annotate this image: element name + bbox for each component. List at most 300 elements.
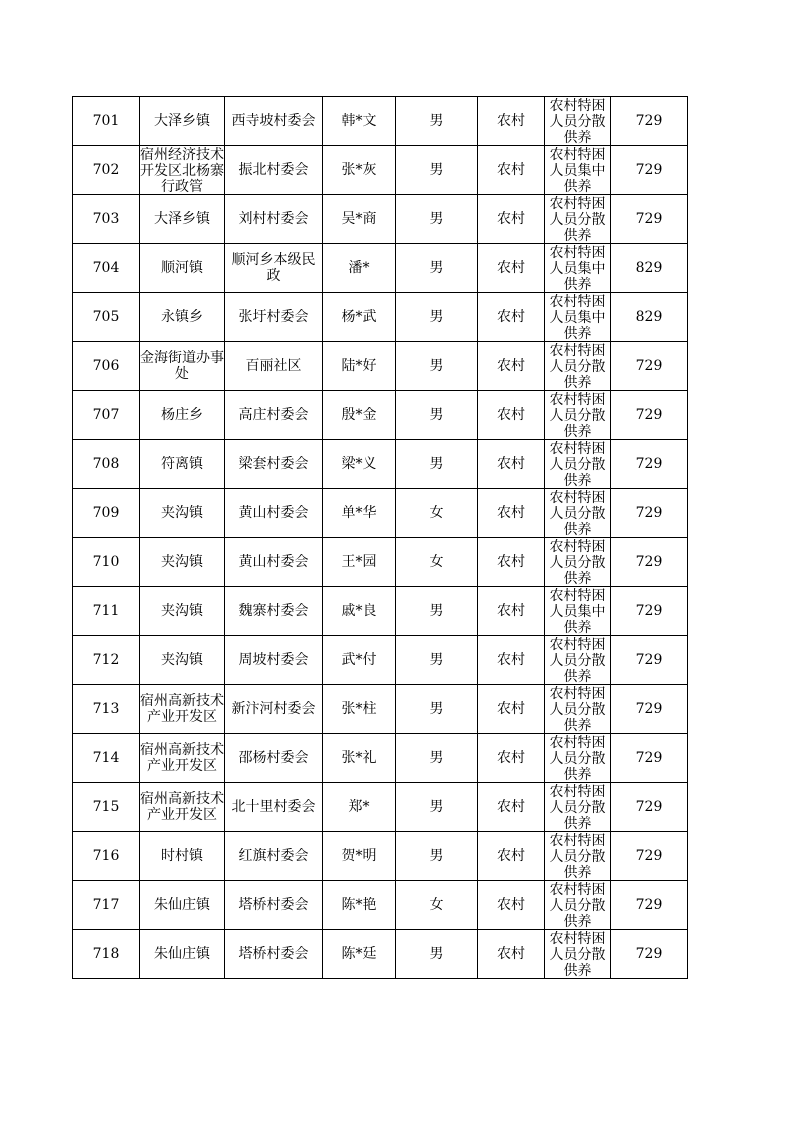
cell-township-text: 符离镇	[161, 456, 203, 472]
cell-serial-number-text: 707	[92, 407, 120, 423]
cell-gender-text: 男	[429, 211, 444, 227]
cell-household-area	[478, 244, 545, 293]
cell-township-text: 大泽乡镇	[154, 113, 210, 129]
cell-household-area-text: 农村	[497, 554, 525, 570]
cell-serial-number	[73, 636, 140, 685]
cell-assistance-type-text: 农村特困人员分散供养	[549, 196, 606, 242]
cell-gender-text: 男	[429, 652, 444, 668]
cell-serial-number	[73, 440, 140, 489]
cell-assistance-type	[545, 636, 611, 685]
table-row	[73, 881, 688, 930]
cell-village-committee-text: 高庄村委会	[238, 407, 309, 423]
cell-village-committee	[225, 97, 323, 146]
cell-amount	[611, 734, 688, 783]
cell-village-committee	[225, 293, 323, 342]
cell-village-committee	[225, 146, 323, 195]
cell-village-committee-text: 北十里村委会	[231, 799, 316, 815]
cell-gender-text: 男	[429, 309, 444, 325]
cell-household-area-text: 农村	[497, 162, 525, 178]
cell-township	[140, 146, 225, 195]
cell-gender	[396, 97, 478, 146]
cell-person-name-text: 陆*好	[341, 358, 377, 374]
cell-household-area	[478, 342, 545, 391]
cell-assistance-type	[545, 538, 611, 587]
cell-serial-number-text: 703	[92, 211, 120, 227]
cell-gender-text: 女	[429, 554, 444, 570]
cell-serial-number	[73, 881, 140, 930]
cell-serial-number-text: 701	[92, 113, 120, 129]
cell-assistance-type	[545, 195, 611, 244]
cell-gender	[396, 930, 478, 979]
cell-person-name-text: 王*园	[341, 554, 377, 570]
cell-person-name	[323, 783, 396, 832]
cell-serial-number	[73, 783, 140, 832]
cell-township	[140, 97, 225, 146]
cell-person-name-text: 张*灰	[341, 162, 377, 178]
cell-gender-text: 男	[429, 113, 444, 129]
cell-township-text: 杨庄乡	[161, 407, 203, 423]
cell-person-name	[323, 832, 396, 881]
cell-village-committee-text: 红旗村委会	[238, 848, 309, 864]
cell-serial-number-text: 702	[92, 162, 120, 178]
cell-assistance-type-text: 农村特困人员分散供养	[549, 882, 606, 928]
table-row	[73, 440, 688, 489]
cell-village-committee	[225, 244, 323, 293]
cell-village-committee-text: 新汴河村委会	[231, 701, 316, 717]
cell-serial-number	[73, 587, 140, 636]
cell-person-name-text: 郑*	[348, 799, 370, 815]
cell-township-text: 朱仙庄镇	[154, 897, 210, 913]
cell-amount	[611, 881, 688, 930]
cell-person-name-text: 陈*廷	[341, 946, 377, 962]
cell-household-area	[478, 930, 545, 979]
cell-amount	[611, 636, 688, 685]
cell-gender-text: 男	[429, 407, 444, 423]
cell-village-committee	[225, 734, 323, 783]
cell-household-area	[478, 636, 545, 685]
cell-assistance-type-text: 农村特困人员分散供养	[549, 931, 606, 977]
table-row	[73, 489, 688, 538]
cell-gender-text: 男	[429, 701, 444, 717]
cell-village-committee	[225, 930, 323, 979]
cell-gender	[396, 244, 478, 293]
cell-serial-number	[73, 97, 140, 146]
cell-assistance-type-text: 农村特困人员分散供养	[549, 98, 606, 144]
cell-person-name-text: 戚*良	[341, 603, 377, 619]
cell-serial-number	[73, 538, 140, 587]
cell-serial-number-text: 718	[92, 946, 120, 962]
cell-township	[140, 391, 225, 440]
cell-village-committee	[225, 538, 323, 587]
cell-assistance-type-text: 农村特困人员分散供养	[549, 441, 606, 487]
cell-household-area-text: 农村	[497, 113, 525, 129]
cell-person-name-text: 陈*艳	[341, 897, 377, 913]
cell-township-text: 夹沟镇	[161, 554, 203, 570]
table-row	[73, 244, 688, 293]
cell-person-name	[323, 930, 396, 979]
cell-gender	[396, 440, 478, 489]
cell-amount-text: 729	[635, 162, 663, 178]
cell-person-name	[323, 881, 396, 930]
table-row	[73, 734, 688, 783]
cell-person-name	[323, 146, 396, 195]
cell-amount-text: 729	[635, 211, 663, 227]
cell-serial-number	[73, 930, 140, 979]
cell-township	[140, 930, 225, 979]
cell-household-area	[478, 832, 545, 881]
cell-assistance-type	[545, 440, 611, 489]
cell-gender	[396, 489, 478, 538]
cell-assistance-type	[545, 97, 611, 146]
cell-serial-number-text: 708	[92, 456, 120, 472]
cell-serial-number	[73, 391, 140, 440]
cell-amount-text: 829	[635, 309, 663, 325]
cell-village-committee-text: 梁套村委会	[238, 456, 309, 472]
cell-amount	[611, 440, 688, 489]
cell-gender	[396, 342, 478, 391]
cell-village-committee	[225, 342, 323, 391]
cell-person-name-text: 殷*金	[341, 407, 377, 423]
cell-amount-text: 729	[635, 407, 663, 423]
cell-person-name-text: 武*付	[341, 652, 377, 668]
cell-amount	[611, 538, 688, 587]
cell-gender-text: 女	[429, 505, 444, 521]
cell-gender-text: 男	[429, 456, 444, 472]
table-row	[73, 783, 688, 832]
cell-township	[140, 734, 225, 783]
cell-gender	[396, 391, 478, 440]
cell-village-committee	[225, 489, 323, 538]
cell-gender-text: 女	[429, 897, 444, 913]
cell-person-name	[323, 440, 396, 489]
cell-amount	[611, 342, 688, 391]
cell-assistance-type-text: 农村特困人员分散供养	[549, 392, 606, 438]
cell-household-area-text: 农村	[497, 260, 525, 276]
cell-household-area	[478, 489, 545, 538]
cell-household-area	[478, 293, 545, 342]
cell-township-text: 大泽乡镇	[154, 211, 210, 227]
cell-village-committee	[225, 832, 323, 881]
cell-township	[140, 440, 225, 489]
cell-amount-text: 729	[635, 946, 663, 962]
cell-village-committee-text: 百丽社区	[245, 358, 302, 374]
cell-person-name	[323, 538, 396, 587]
cell-amount-text: 729	[635, 358, 663, 374]
cell-household-area-text: 农村	[497, 358, 525, 374]
cell-amount-text: 829	[635, 260, 663, 276]
records-table-body	[73, 97, 688, 979]
cell-household-area-text: 农村	[497, 407, 525, 423]
cell-gender-text: 男	[429, 162, 444, 178]
cell-person-name-text: 韩*文	[341, 113, 377, 129]
cell-serial-number	[73, 293, 140, 342]
cell-assistance-type	[545, 930, 611, 979]
cell-gender	[396, 685, 478, 734]
cell-household-area-text: 农村	[497, 211, 525, 227]
cell-township-text: 夹沟镇	[161, 505, 203, 521]
cell-assistance-type-text: 农村特困人员分散供养	[549, 637, 606, 683]
cell-person-name-text: 张*柱	[341, 701, 377, 717]
cell-amount-text: 729	[635, 505, 663, 521]
cell-gender-text: 男	[429, 750, 444, 766]
records-table	[72, 96, 688, 979]
cell-village-committee	[225, 636, 323, 685]
cell-serial-number	[73, 342, 140, 391]
cell-township	[140, 783, 225, 832]
cell-township	[140, 293, 225, 342]
cell-assistance-type-text: 农村特困人员集中供养	[549, 588, 606, 634]
cell-gender	[396, 538, 478, 587]
cell-household-area	[478, 538, 545, 587]
cell-village-committee	[225, 440, 323, 489]
table-row	[73, 391, 688, 440]
cell-gender	[396, 587, 478, 636]
cell-assistance-type-text: 农村特困人员分散供养	[549, 539, 606, 585]
cell-household-area-text: 农村	[497, 309, 525, 325]
table-row	[73, 146, 688, 195]
cell-amount-text: 729	[635, 799, 663, 815]
cell-household-area	[478, 146, 545, 195]
cell-gender-text: 男	[429, 799, 444, 815]
cell-person-name	[323, 244, 396, 293]
cell-household-area	[478, 195, 545, 244]
cell-serial-number-text: 710	[92, 554, 120, 570]
cell-assistance-type	[545, 685, 611, 734]
cell-township-text: 夹沟镇	[161, 603, 203, 619]
cell-village-committee-text: 刘村村委会	[238, 211, 309, 227]
cell-assistance-type	[545, 881, 611, 930]
cell-amount-text: 729	[635, 750, 663, 766]
cell-amount	[611, 244, 688, 293]
cell-township	[140, 685, 225, 734]
cell-person-name	[323, 489, 396, 538]
cell-township-text: 宿州高新技术产业开发区	[140, 791, 224, 823]
cell-township	[140, 538, 225, 587]
cell-assistance-type-text: 农村特困人员集中供养	[549, 294, 606, 340]
cell-serial-number-text: 709	[92, 505, 120, 521]
table-row	[73, 930, 688, 979]
cell-household-area	[478, 734, 545, 783]
cell-gender	[396, 146, 478, 195]
cell-gender-text: 男	[429, 848, 444, 864]
cell-township	[140, 587, 225, 636]
cell-village-committee-text: 黄山村委会	[238, 554, 309, 570]
cell-person-name	[323, 293, 396, 342]
cell-assistance-type-text: 农村特困人员分散供养	[549, 686, 606, 732]
cell-township-text: 夹沟镇	[161, 652, 203, 668]
cell-village-committee-text: 顺河乡本级民政	[231, 252, 316, 284]
cell-person-name	[323, 734, 396, 783]
cell-assistance-type-text: 农村特困人员集中供养	[549, 245, 606, 291]
cell-serial-number-text: 712	[92, 652, 120, 668]
table-row	[73, 636, 688, 685]
cell-gender	[396, 881, 478, 930]
cell-assistance-type	[545, 342, 611, 391]
cell-assistance-type-text: 农村特困人员集中供养	[549, 147, 606, 193]
cell-assistance-type	[545, 146, 611, 195]
cell-township	[140, 489, 225, 538]
cell-serial-number-text: 706	[92, 358, 120, 374]
cell-person-name	[323, 195, 396, 244]
cell-household-area	[478, 440, 545, 489]
cell-person-name-text: 张*礼	[341, 750, 377, 766]
cell-serial-number-text: 714	[92, 750, 120, 766]
cell-township-text: 永镇乡	[161, 309, 203, 325]
cell-assistance-type	[545, 734, 611, 783]
cell-village-committee-text: 张圩村委会	[238, 309, 309, 325]
cell-serial-number-text: 705	[92, 309, 120, 325]
cell-gender	[396, 293, 478, 342]
cell-person-name-text: 单*华	[341, 505, 377, 521]
cell-assistance-type	[545, 587, 611, 636]
cell-serial-number	[73, 195, 140, 244]
cell-amount	[611, 195, 688, 244]
cell-village-committee-text: 西寺坡村委会	[231, 113, 316, 129]
cell-serial-number	[73, 146, 140, 195]
cell-township-text: 宿州经济技术开发区北杨寨行政管	[140, 147, 224, 193]
cell-household-area	[478, 587, 545, 636]
cell-person-name	[323, 636, 396, 685]
cell-serial-number-text: 716	[92, 848, 120, 864]
cell-gender	[396, 636, 478, 685]
cell-gender-text: 男	[429, 603, 444, 619]
cell-household-area-text: 农村	[497, 456, 525, 472]
cell-gender	[396, 832, 478, 881]
cell-village-committee	[225, 685, 323, 734]
cell-assistance-type-text: 农村特困人员分散供养	[549, 343, 606, 389]
cell-household-area-text: 农村	[497, 603, 525, 619]
cell-serial-number-text: 713	[92, 701, 120, 717]
table-row	[73, 832, 688, 881]
cell-gender	[396, 195, 478, 244]
cell-serial-number	[73, 685, 140, 734]
cell-amount-text: 729	[635, 603, 663, 619]
cell-township	[140, 342, 225, 391]
cell-assistance-type-text: 农村特困人员分散供养	[549, 784, 606, 830]
cell-amount-text: 729	[635, 897, 663, 913]
cell-village-committee	[225, 783, 323, 832]
cell-person-name	[323, 587, 396, 636]
cell-gender-text: 男	[429, 260, 444, 276]
cell-person-name-text: 吴*商	[341, 211, 377, 227]
cell-assistance-type	[545, 391, 611, 440]
cell-household-area	[478, 783, 545, 832]
cell-village-committee-text: 黄山村委会	[238, 505, 309, 521]
cell-village-committee	[225, 587, 323, 636]
cell-household-area	[478, 881, 545, 930]
cell-person-name	[323, 391, 396, 440]
cell-amount-text: 729	[635, 652, 663, 668]
cell-amount	[611, 97, 688, 146]
cell-amount	[611, 293, 688, 342]
cell-village-committee	[225, 881, 323, 930]
table-row	[73, 538, 688, 587]
cell-township-text: 时村镇	[161, 848, 203, 864]
cell-serial-number	[73, 489, 140, 538]
cell-serial-number-text: 711	[92, 603, 120, 619]
cell-village-committee-text: 塔桥村委会	[238, 897, 309, 913]
table-row	[73, 587, 688, 636]
table-row	[73, 293, 688, 342]
cell-household-area-text: 农村	[497, 505, 525, 521]
cell-gender	[396, 783, 478, 832]
cell-village-committee-text: 邵杨村委会	[238, 750, 309, 766]
cell-serial-number-text: 704	[92, 260, 120, 276]
cell-amount-text: 729	[635, 848, 663, 864]
cell-village-committee-text: 振北村委会	[238, 162, 309, 178]
table-row	[73, 342, 688, 391]
cell-assistance-type	[545, 832, 611, 881]
cell-household-area-text: 农村	[497, 701, 525, 717]
cell-township	[140, 832, 225, 881]
cell-township-text: 金海街道办事处	[140, 350, 224, 382]
cell-township	[140, 636, 225, 685]
cell-assistance-type	[545, 783, 611, 832]
cell-amount	[611, 685, 688, 734]
cell-person-name	[323, 685, 396, 734]
cell-amount	[611, 391, 688, 440]
cell-household-area	[478, 391, 545, 440]
cell-village-committee-text: 周坡村委会	[238, 652, 309, 668]
cell-household-area-text: 农村	[497, 652, 525, 668]
cell-person-name	[323, 97, 396, 146]
cell-village-committee	[225, 195, 323, 244]
cell-gender-text: 男	[429, 946, 444, 962]
cell-assistance-type-text: 农村特困人员分散供养	[549, 735, 606, 781]
cell-amount	[611, 489, 688, 538]
cell-household-area	[478, 97, 545, 146]
cell-household-area-text: 农村	[497, 750, 525, 766]
cell-amount	[611, 587, 688, 636]
cell-household-area	[478, 685, 545, 734]
cell-amount-text: 729	[635, 456, 663, 472]
cell-serial-number	[73, 734, 140, 783]
cell-amount-text: 729	[635, 113, 663, 129]
cell-household-area-text: 农村	[497, 799, 525, 815]
cell-amount-text: 729	[635, 701, 663, 717]
cell-serial-number	[73, 832, 140, 881]
cell-household-area-text: 农村	[497, 946, 525, 962]
cell-village-committee	[225, 391, 323, 440]
cell-assistance-type-text: 农村特困人员分散供养	[549, 490, 606, 536]
cell-gender-text: 男	[429, 358, 444, 374]
cell-person-name	[323, 342, 396, 391]
cell-amount	[611, 832, 688, 881]
cell-person-name-text: 梁*义	[341, 456, 377, 472]
cell-amount	[611, 146, 688, 195]
cell-assistance-type	[545, 293, 611, 342]
table-row	[73, 97, 688, 146]
cell-household-area-text: 农村	[497, 897, 525, 913]
cell-township	[140, 244, 225, 293]
cell-assistance-type-text: 农村特困人员分散供养	[549, 833, 606, 879]
cell-amount-text: 729	[635, 554, 663, 570]
cell-gender	[396, 734, 478, 783]
cell-person-name-text: 潘*	[348, 260, 370, 276]
cell-serial-number	[73, 244, 140, 293]
cell-township	[140, 195, 225, 244]
cell-township-text: 朱仙庄镇	[154, 946, 210, 962]
cell-serial-number-text: 715	[92, 799, 120, 815]
cell-household-area-text: 农村	[497, 848, 525, 864]
cell-township	[140, 881, 225, 930]
cell-person-name-text: 贺*明	[341, 848, 377, 864]
cell-person-name-text: 杨*武	[341, 309, 377, 325]
cell-township-text: 宿州高新技术产业开发区	[140, 693, 224, 725]
cell-amount	[611, 783, 688, 832]
cell-amount	[611, 930, 688, 979]
cell-serial-number-text: 717	[92, 897, 120, 913]
